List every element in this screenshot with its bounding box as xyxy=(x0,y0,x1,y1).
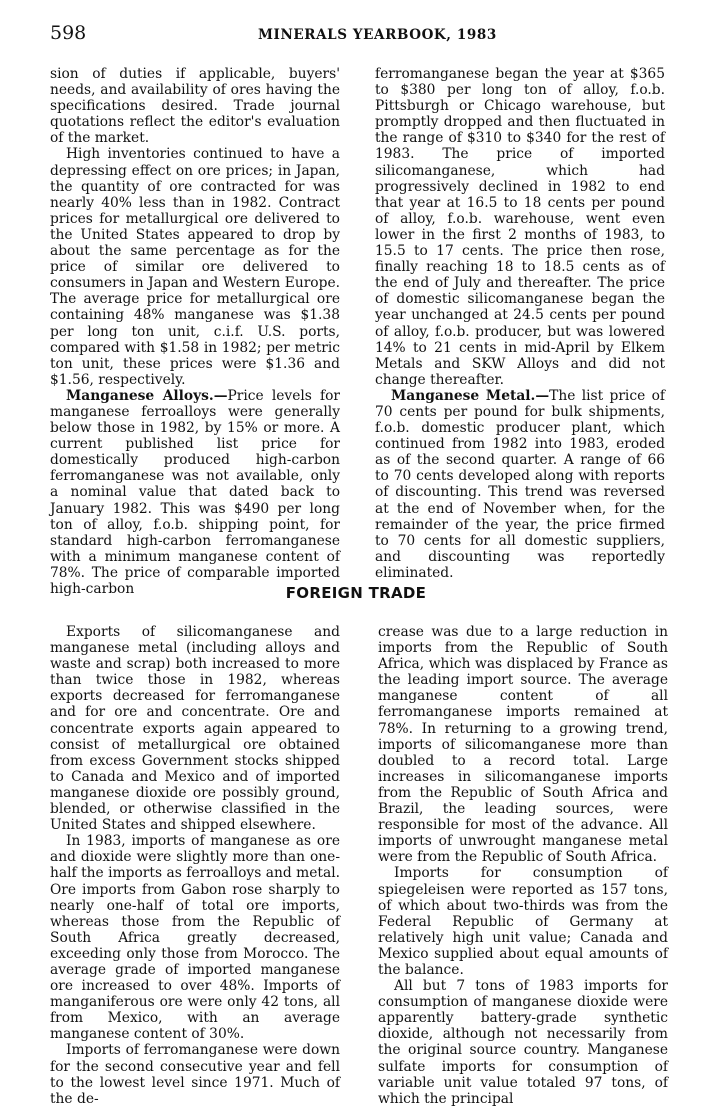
running-title: MINERALS YEARBOOK, 1983 xyxy=(258,27,497,43)
paragraph: In 1983, imports of manganese as ore and dioxide were slightly more than one-half the imports as ferroalloys and metal. Ore imports from Gabon rose sharply to nearly one-half of total ore imports, whereas those from the Republic of South Africa greatly decreased, exceeding only those from Morocco. The average grade of imported manganese ore increased to over 48%. Imports of manganiferous ore were only 42 tons, all from Mexico, with an average manganese content of 30%. xyxy=(50,833,340,1043)
paragraph: All but 7 tons of 1983 imports for consumption of manganese dioxide were apparently battery-grade synthetic dioxide, although not necessarily from the original source country. Manganese sulfate imports for consumption of variable unit value totaled 97 tons, of which the principal xyxy=(378,978,668,1107)
paragraph: Exports of silicomanganese and manganese metal (including alloys and waste and scrap) both increased to more than twice those in 1982, whereas exports decreased for ferromanganese and for ore and concentrate. Ore and concentrate exports again appeared to consist of metallurgical ore obtained from excess Government stocks shipped to Canada and Mexico and of imported manganese dioxide ore possibly ground, blended, or otherwise classified in the United States and shipped elsewhere. xyxy=(50,624,340,834)
bottom-left-column xyxy=(50,624,340,1107)
paragraph: crease was due to a large reduction in imports from the Republic of South Africa, which was displaced by France as the leading import source. The average manganese content of all ferromanganese imports remained at 78%. In returning to a growing trend, imports of silicomanganese more than doubled to a record total. Large increases in silicomanganese imports from the Republic of South Africa and Brazil, the leading sources, were responsible for most of the advance. All imports of unwrought manganese metal were from the Republic of South Africa. xyxy=(378,624,668,866)
run-in-heading: Manganese Alloys.— xyxy=(66,387,228,404)
paragraph: Imports for consumption of spiegeleisen were reported as 157 tons, of which about two-thirds was from the Federal Republic of Germany at relatively high unit value; Canada and Mexico supplied about equal amounts of the balance. xyxy=(378,865,668,978)
paragraph: ferromanganese began the year at $365 to $380 per long ton of alloy, f.o.b. Pittsburgh or Chicago warehouse, but promptly dropped and then fluctuated in the range of $310 to $340 for the rest of 1983. The price of imported silicomanganese, which had progressively declined in 1982 to end that year at 16.5 to 18 cents per pound of alloy, f.o.b. warehouse, went even lower in the first 2 months of 1983, to 15.5 to 17 cents. The price then rose, finally reaching 18 to 18.5 cents as of the end of July and thereafter. The price of domestic silicomanganese began the year unchanged at 24.5 cents per pound of alloy, f.o.b. producer, but was lowered 14% to 21 cents in mid-April by Elkem Metals and SKW Alloys and did not change thereafter. xyxy=(375,66,665,388)
page-number: 598 xyxy=(50,22,87,44)
bottom-right-column xyxy=(378,624,668,1107)
paragraph xyxy=(375,388,665,581)
paragraph: sion of duties if applicable, buyers' needs, and availability of ores having the specifications desired. Trade journal quotations reflect the editor's evaluation of the market. xyxy=(50,66,340,147)
paragraph: High inventories continued to have a depressing effect on ore prices; in Japan, the quantity of ore contracted for was nearly 40% less than in 1982. Contract prices for metallurgical ore delivered to the United States appeared to drop by about the same percentage as for the price of similar ore delivered to consumers in Japan and Western Europe. The average price for metallurgical ore containing 48% manganese was $1.38 per long ton unit, c.i.f. U.S. ports, compared with $1.58 in 1982; per metric ton unit, these prices were $1.36 and $1.56, respectively. xyxy=(50,146,340,388)
paragraph-body: The list price of 70 cents per pound for bulk shipments, f.o.b. domestic producer plant, which continued from 1982 into 1983, eroded as of the second quarter. A range of 66 to 70 cents developed along with reports of discounting. This trend was reversed at the end of November when, for the remainder of the year, the price firmed to 70 cents for all domestic suppliers, and discounting was reportedly eliminated. xyxy=(375,387,665,581)
page-header xyxy=(50,22,680,46)
run-in-heading: Manganese Metal.— xyxy=(391,387,550,404)
paragraph xyxy=(50,388,340,597)
paragraph-body: Price levels for manganese ferroalloys were generally below those in 1982, by 15% or more. A current published list price for domestically produced high-carbon ferromanganese was not available, only a nominal value that dated back to January 1982. This was $490 per long ton of alloy, f.o.b. shipping point, for standard high-carbon ferromanganese with a minimum manganese content of 78%. The price of comparable imported high-carbon xyxy=(50,387,340,597)
top-left-column xyxy=(50,66,340,597)
top-right-column xyxy=(375,66,665,581)
section-heading: FOREIGN TRADE xyxy=(285,584,427,602)
paragraph: Imports of ferromanganese were down for the second consecutive year and fell to the lowest level since 1971. Much of the de- xyxy=(50,1042,340,1107)
